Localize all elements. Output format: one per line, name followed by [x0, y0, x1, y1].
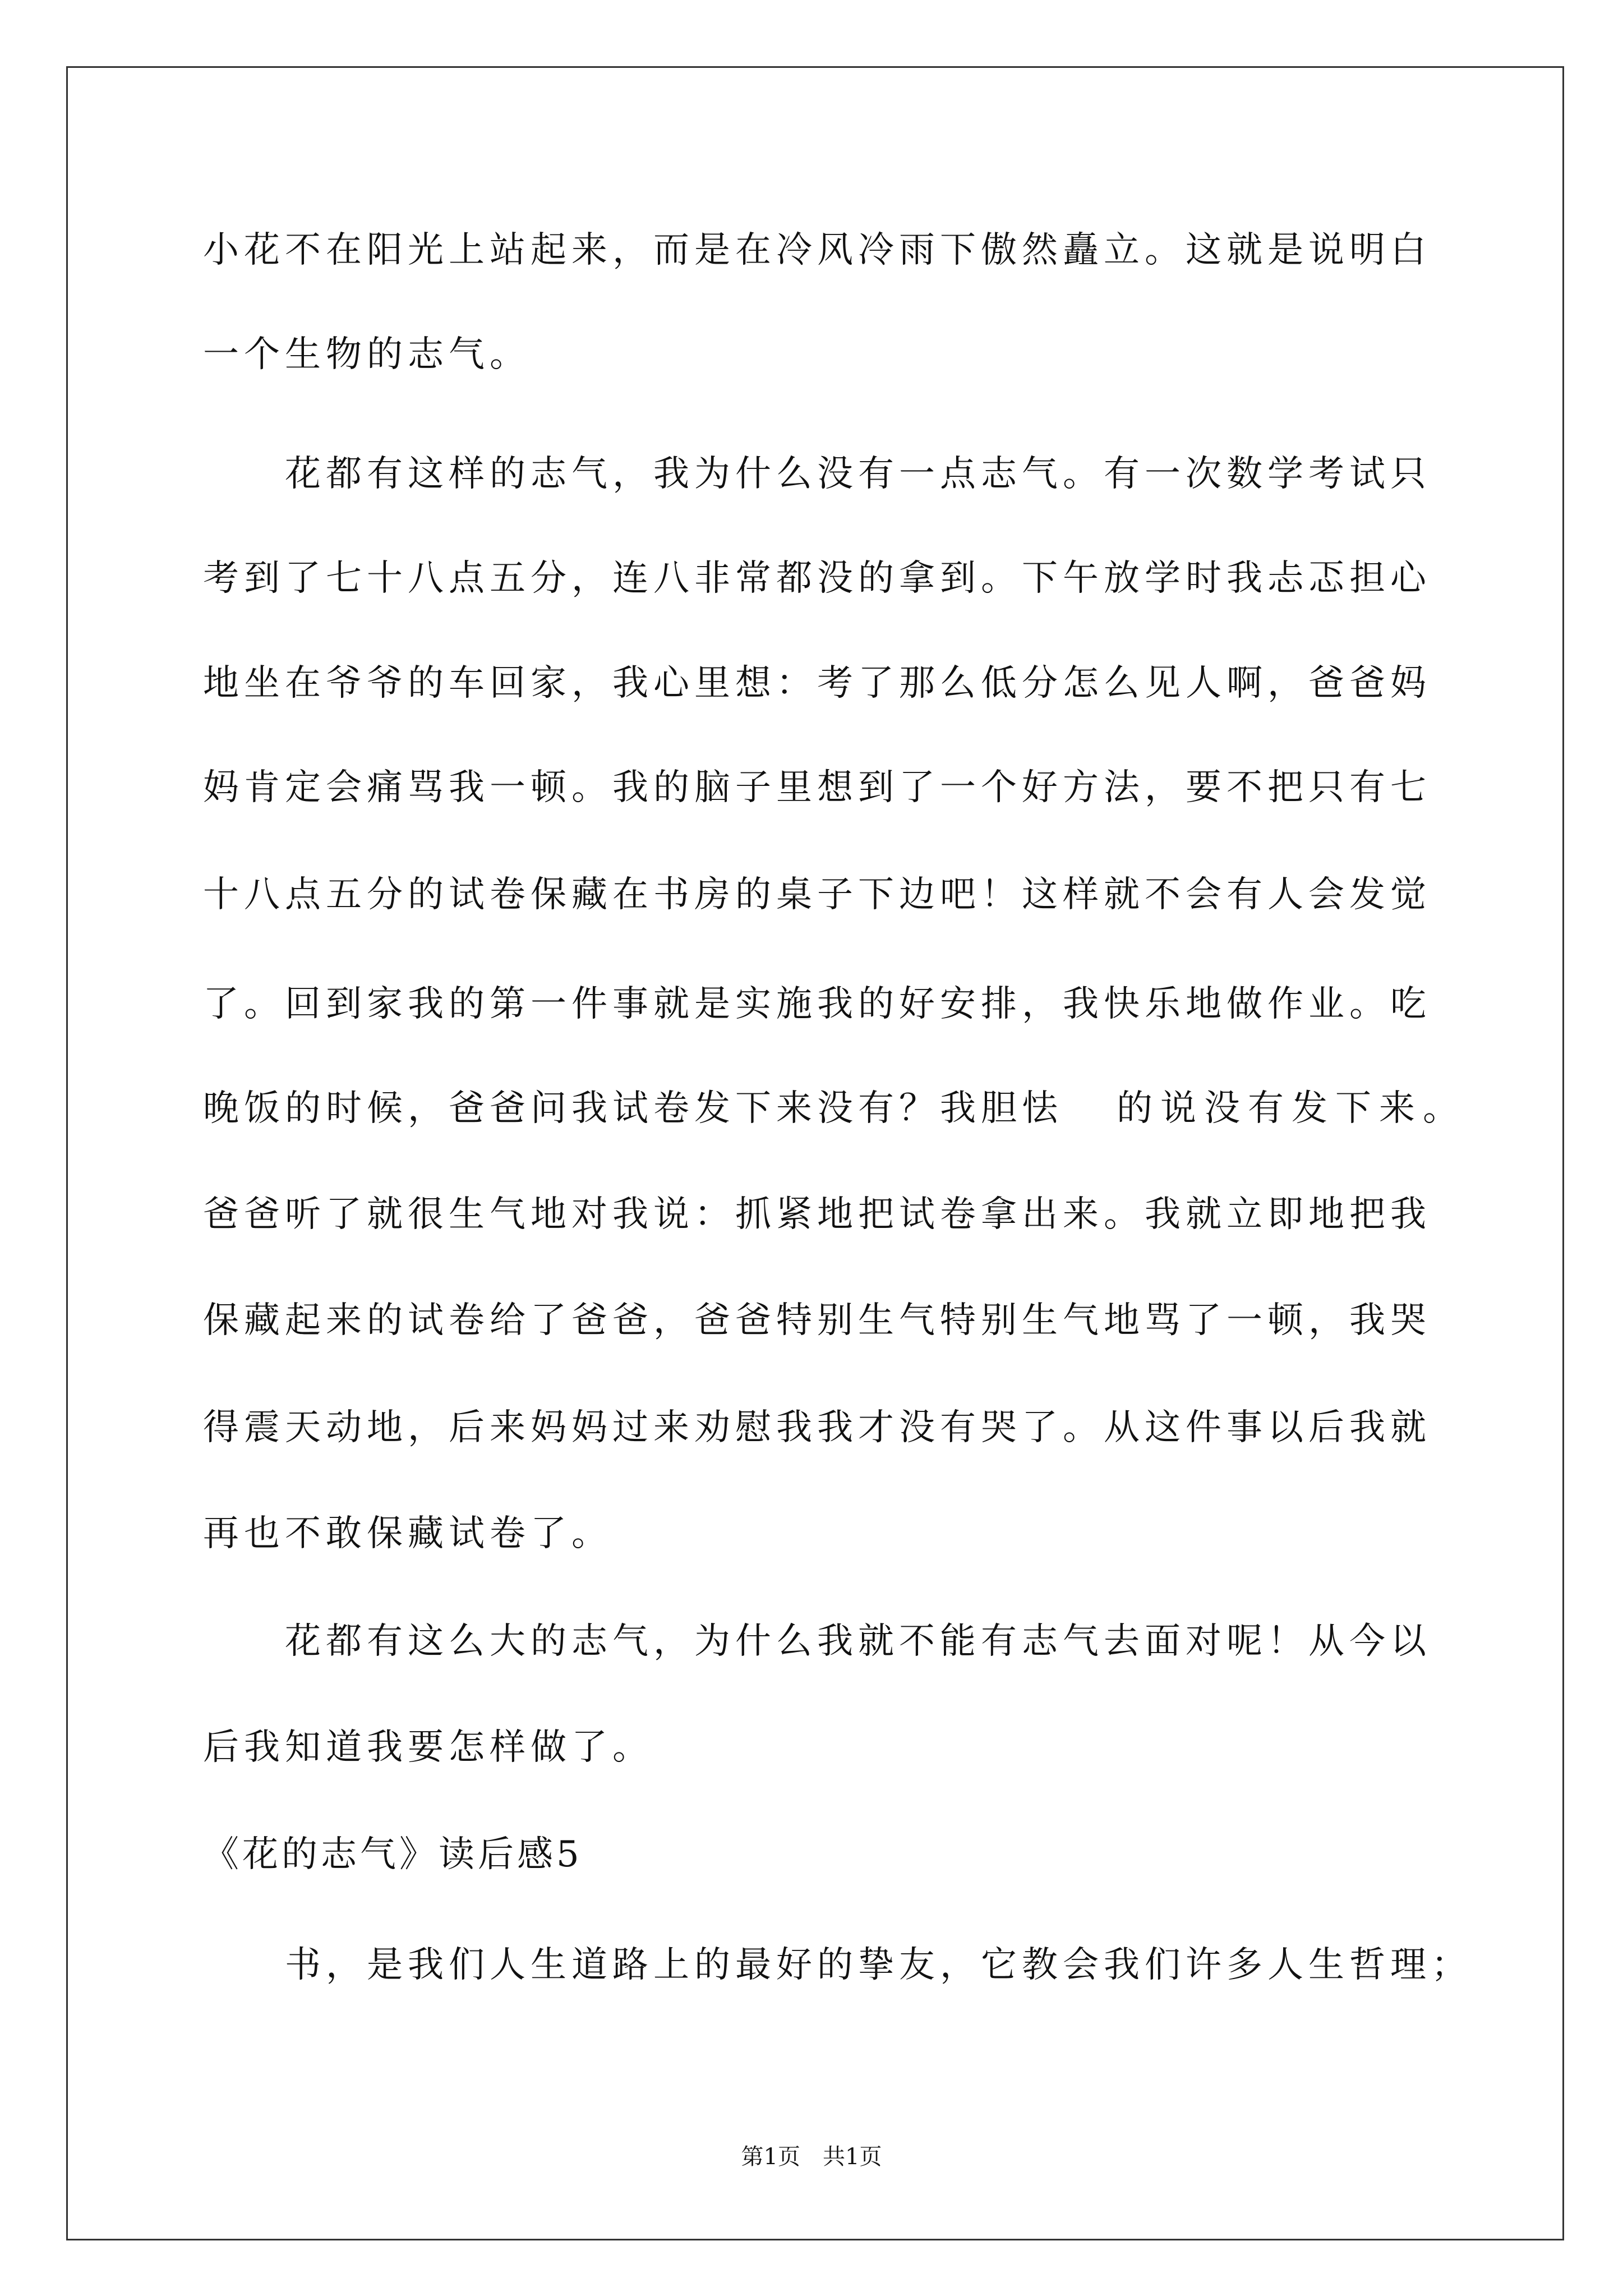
- text-line-head: 晚饭的时候，爸爸问我试卷发下来没有？我胆怯: [203, 1088, 1063, 1129]
- text-line: 保藏起来的试卷给了爸爸，爸爸特别生气特别生气地骂了一顿，我哭: [203, 1300, 1431, 1341]
- page-border: [66, 66, 1564, 2240]
- text-line: 十八点五分的试卷保藏在书房的桌子下边吧！这样就不会有人会发觉: [203, 874, 1431, 915]
- text-line: 了。回到家我的第一件事就是实施我的好安排，我快乐地做作业。吃: [203, 983, 1431, 1025]
- text-line-tail: 的说没有发下来。: [1117, 1088, 1467, 1129]
- text-line: [203, 1080, 1467, 1137]
- text-line: 花都有这么大的志气，为什么我就不能有志气去面对呢！从今以: [285, 1621, 1431, 1662]
- text-line: 花都有这样的志气，我为什么没有一点志气。有一次数学考试只: [285, 453, 1431, 495]
- section-heading: 《花的志气》读后感5: [203, 1834, 583, 1875]
- text-line: 后我知道我要怎样做了。: [203, 1727, 653, 1768]
- text-line: 爸爸听了就很生气地对我说：抓紧地把试卷拿出来。我就立即地把我: [203, 1194, 1431, 1235]
- text-line: 地坐在爷爷的车回家，我心里想：考了那么低分怎么见人啊，爸爸妈: [203, 662, 1431, 704]
- text-line: 再也不敢保藏试卷了。: [203, 1513, 612, 1554]
- text-line: 书，是我们人生道路上的最好的挚友，它教会我们许多人生哲理；: [285, 1944, 1472, 1986]
- text-line: 得震天动地，后来妈妈过来劝慰我我才没有哭了。从这件事以后我就: [203, 1407, 1431, 1448]
- text-line: 小花不在阳光上站起来，而是在冷风冷雨下傲然矗立。这就是说明白: [203, 229, 1431, 271]
- text-line: 考到了七十八点五分，连八非常都没的拿到。下午放学时我忐忑担心: [203, 558, 1431, 599]
- text-line: 一个生物的志气。: [203, 334, 531, 375]
- page-footer: 第1页 共1页: [741, 2144, 882, 2170]
- text-line: 妈肯定会痛骂我一顿。我的脑子里想到了一个好方法，要不把只有七: [203, 767, 1431, 808]
